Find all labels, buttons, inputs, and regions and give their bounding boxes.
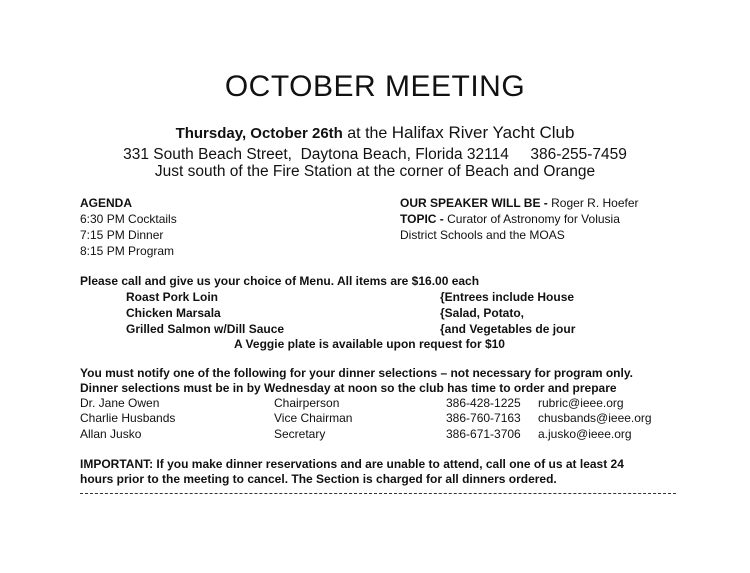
event-at: at the [347,125,388,142]
agenda-item: 7:15 PM Dinner [80,228,164,242]
menu-note: {Salad, Potato, [440,306,525,320]
menu-intro: Please call and give us your choice of Menu. All items are $16.00 each [80,274,480,288]
contact-phone: 386-760-7163 [446,411,521,425]
contact-email: a.jusko@ieee.org [538,427,632,441]
agenda-item: 8:15 PM Program [80,244,175,258]
divider [80,493,676,494]
contact-name: Dr. Jane Owen [80,396,160,410]
menu-item: Roast Pork Loin [126,290,219,304]
event-date-venue [0,123,750,143]
event-address: 331 South Beach Street, Daytona Beach, Florida 32114 386-255-7459 [123,146,627,163]
menu-note: {Entrees include House [440,290,575,304]
contact-email: rubric@ieee.org [538,396,624,410]
important-line: IMPORTANT: If you make dinner reservations and are unable to attend, call one of us at least 24 [80,457,624,471]
contact-phone: 386-428-1225 [446,396,521,410]
speaker-line [400,196,639,210]
contact-name: Allan Jusko [80,427,142,441]
page-title: OCTOBER MEETING [224,70,526,103]
event-venue: Halifax River Yacht Club [391,123,575,142]
contact-phone: 386-671-3706 [446,427,521,441]
menu-note: {and Vegetables de jour [440,322,576,336]
topic-label: TOPIC - [400,212,444,226]
menu-veggie: A Veggie plate is available upon request for $10 [234,337,505,351]
speaker-label: OUR SPEAKER WILL BE - [400,196,548,210]
agenda-item: 6:30 PM Cocktails [80,212,177,226]
contact-role: Secretary [274,427,326,441]
contact-email: chusbands@ieee.org [538,411,652,425]
notify-line: Dinner selections must be in by Wednesday at noon so the club has time to order and prepare [80,381,617,395]
event-date: Thursday, October 26th [175,125,343,142]
topic-text: Curator of Astronomy for Volusia [447,212,620,226]
event-directions: Just south of the Fire Station at the corner of Beach and Orange [154,163,596,180]
contact-name: Charlie Husbands [80,411,176,425]
menu-item: Chicken Marsala [126,306,221,320]
contact-role: Vice Chairman [274,411,353,425]
important-line: hours prior to the meeting to cancel. The Section is charged for all dinners ordered. [80,472,557,486]
topic-line [400,212,620,226]
topic-text-cont: District Schools and the MOAS [400,228,565,242]
contact-role: Chairperson [274,396,340,410]
menu-item: Grilled Salmon w/Dill Sauce [126,322,285,336]
speaker-name: Roger R. Hoefer [551,196,639,210]
agenda-heading: AGENDA [80,196,133,210]
notify-line: You must notify one of the following for your dinner selections – not necessary for program only. [80,366,633,380]
